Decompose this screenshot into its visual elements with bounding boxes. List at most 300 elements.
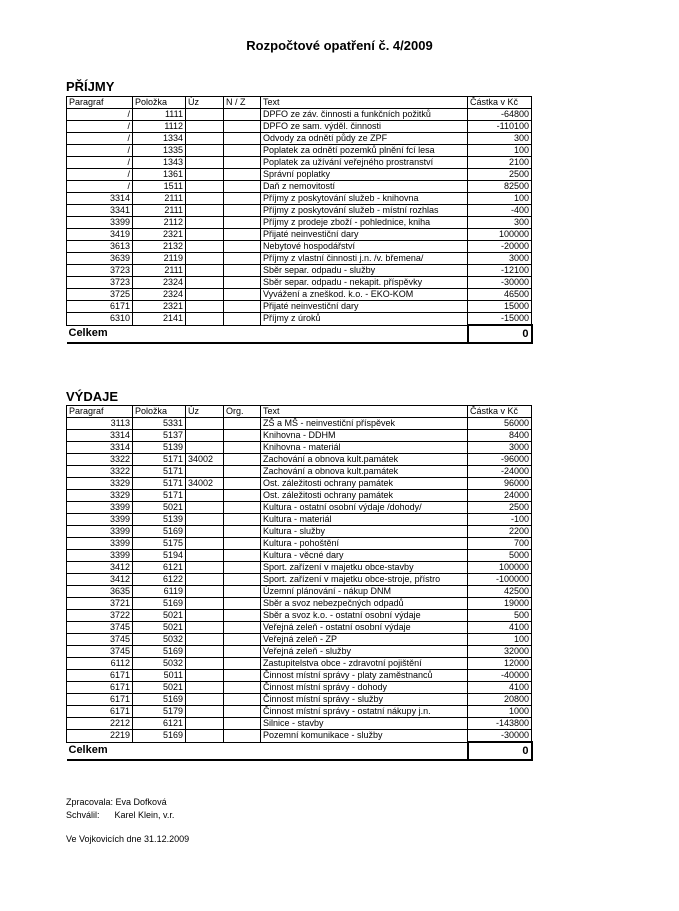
table-cell [186,598,224,610]
table-cell [186,430,224,442]
footer-place-date: Ve Vojkovicích dne 31.12.2009 [66,834,190,844]
table-cell: DPFO ze záv. činnosti a funkčních požitků [261,109,468,121]
column-header: Položka [133,406,186,418]
table-row [67,562,532,574]
table-cell: 6112 [67,658,133,670]
table-row [67,538,532,550]
table-cell [224,157,261,169]
table-cell: 700 [468,538,532,550]
table-cell: Příjmy z vlastní činnosti j.n. /v. břemena/ [261,253,468,265]
table-cell: 100 [468,193,532,205]
table-cell [186,622,224,634]
table-row [67,514,532,526]
table-row [67,598,532,610]
table-cell: Veřejná zeleň - ostatní osobní výdaje [261,622,468,634]
table-row [67,730,532,743]
table-row [67,502,532,514]
table-cell: 8400 [468,430,532,442]
table-cell: 15000 [468,301,532,313]
table-cell: 3399 [67,538,133,550]
table-cell: 5169 [133,730,186,743]
table-cell: 6119 [133,586,186,598]
table-cell: 5032 [133,658,186,670]
table-cell: Kultura - ostatní osobní výdaje /dohody/ [261,502,468,514]
table-cell [186,562,224,574]
table-cell: 1000 [468,706,532,718]
table-row [67,454,532,466]
table-cell: Příjmy z úroků [261,313,468,326]
table-cell [224,634,261,646]
table-cell: 2112 [133,217,186,229]
table-cell: 2111 [133,205,186,217]
table-cell: 3745 [67,646,133,658]
table-cell: Sběr separ. odpadu - služby [261,265,468,277]
table-cell: 2219 [67,730,133,743]
table-cell: Daň z nemovitostí [261,181,468,193]
column-header: Úz [186,97,224,109]
table-cell [186,229,224,241]
table-cell: -30000 [468,277,532,289]
table-cell: Nebytové hospodářství [261,241,468,253]
table-cell [186,205,224,217]
table-cell: / [67,181,133,193]
table-cell [224,718,261,730]
table-cell [224,562,261,574]
table-cell: / [67,121,133,133]
table-cell: -100 [468,514,532,526]
table-cell [224,550,261,562]
table-cell: 6171 [67,682,133,694]
table-cell: 5137 [133,430,186,442]
table-cell: Činnost místní správy - platy zaměstnanců [261,670,468,682]
table-cell [224,466,261,478]
table-cell [186,193,224,205]
column-header: N / Z [224,97,261,109]
table-cell: 100 [468,145,532,157]
column-header: Částka v Kč [468,97,532,109]
table-cell [224,610,261,622]
table-cell: Přijaté neinvestiční dary [261,229,468,241]
table-cell [186,538,224,550]
table-cell: Sport. zařízení v majetku obce-stavby [261,562,468,574]
table-cell: / [67,133,133,145]
table-cell: Knihovna - DDHM [261,430,468,442]
table-row [67,622,532,634]
table-cell [186,550,224,562]
table-cell: 6310 [67,313,133,326]
table-cell: Činnost místní správy - dohody [261,682,468,694]
table-cell: ZŠ a MŠ - neinvestiční příspěvek [261,418,468,430]
table-cell [224,454,261,466]
table-cell [224,430,261,442]
table-cell: 56000 [468,418,532,430]
total-value: 0 [468,325,532,343]
table-cell [224,730,261,743]
table-row [67,718,532,730]
table-cell [224,706,261,718]
column-header: Org. [224,406,261,418]
table-row [67,301,532,313]
table-cell [224,205,261,217]
table-row [67,193,532,205]
table-cell [186,169,224,181]
table-row [67,682,532,694]
column-header: Text [261,406,468,418]
table-cell: 3419 [67,229,133,241]
vydaje-heading: VÝDAJE [66,389,119,404]
document-title: Rozpočtové opatření č. 4/2009 [246,38,433,53]
table-cell [186,217,224,229]
table-cell [186,706,224,718]
table-row [67,121,532,133]
table-cell [224,598,261,610]
table-cell: Silnice - stavby [261,718,468,730]
table-cell: 5194 [133,550,186,562]
table-row [67,181,532,193]
table-cell: / [67,169,133,181]
table-cell: Zachování a obnova kult.památek [261,466,468,478]
table-cell [224,670,261,682]
table-cell [224,277,261,289]
table-cell: 6171 [67,301,133,313]
table-cell [224,121,261,133]
table-cell: Příjmy z prodeje zboží - pohlednice, kniha [261,217,468,229]
table-cell: 2100 [468,157,532,169]
table-row [67,205,532,217]
table-cell [224,526,261,538]
table-cell [224,538,261,550]
table-cell: Správní poplatky [261,169,468,181]
table-cell: 34002 [186,454,224,466]
table-cell: 3399 [67,502,133,514]
table-cell: Ost. záležitosti ochrany památek [261,478,468,490]
table-cell [186,610,224,622]
table-cell: 500 [468,610,532,622]
table-cell: 32000 [468,646,532,658]
table-cell [186,181,224,193]
table-cell: 5171 [133,490,186,502]
table-cell: 2324 [133,277,186,289]
table-cell [186,514,224,526]
table-cell: Přijaté neinvestiční dary [261,301,468,313]
table-row [67,265,532,277]
table-row [67,646,532,658]
table-row [67,586,532,598]
table-cell: -64800 [468,109,532,121]
table-cell [224,622,261,634]
table-cell: 3725 [67,289,133,301]
table-row [67,217,532,229]
table-cell: Příjmy z poskytování služeb - místní rozhlas [261,205,468,217]
table-cell [224,586,261,598]
table-cell [186,253,224,265]
table-cell [186,442,224,454]
table-cell: 96000 [468,478,532,490]
table-cell: Poplatek za odnětí pozemků plnění fcí lesa [261,145,468,157]
table-cell: -110100 [468,121,532,133]
table-row [67,241,532,253]
table-cell: Veřejná zeleň - ZP [261,634,468,646]
total-label: Celkem [67,325,468,343]
table-cell [186,646,224,658]
table-cell: 12000 [468,658,532,670]
table-row [67,277,532,289]
table-row [67,478,532,490]
table-cell: 34002 [186,478,224,490]
table-cell: 3329 [67,490,133,502]
table-cell: 5179 [133,706,186,718]
table-cell: Veřejná zeleň - služby [261,646,468,658]
table-cell [186,121,224,133]
table-cell: -96000 [468,454,532,466]
table-cell: -15000 [468,313,532,326]
table-cell: 2111 [133,265,186,277]
table-cell: 2321 [133,301,186,313]
table-row [67,526,532,538]
table-cell [224,133,261,145]
total-label: Celkem [67,742,468,760]
zpracovala-label: Zpracovala: [66,797,114,807]
table-cell: 5171 [133,478,186,490]
table-cell [186,586,224,598]
total-value: 0 [468,742,532,760]
column-header: Paragraf [67,97,133,109]
table-cell [224,694,261,706]
table-cell [224,313,261,326]
table-cell: 3322 [67,466,133,478]
table-cell: 1511 [133,181,186,193]
table-cell: 5139 [133,514,186,526]
table-row [67,466,532,478]
vydaje-table [66,405,533,761]
table-cell: 2324 [133,289,186,301]
table-cell: 3412 [67,574,133,586]
table-cell: 5169 [133,694,186,706]
table-cell: 5032 [133,634,186,646]
table-cell: Ost. záležitosti ochrany památek [261,490,468,502]
table-cell: 4100 [468,682,532,694]
table-cell: Sběr a svoz nebezpečných odpadů [261,598,468,610]
table-cell [224,193,261,205]
table-cell [186,634,224,646]
table-cell: / [67,145,133,157]
table-cell [224,490,261,502]
table-cell: 300 [468,133,532,145]
table-cell [224,217,261,229]
total-row [67,742,532,760]
table-cell [186,718,224,730]
column-header: Text [261,97,468,109]
table-row [67,658,532,670]
table-cell: 3113 [67,418,133,430]
table-cell: 6122 [133,574,186,586]
table-cell: 1112 [133,121,186,133]
table-cell: 3314 [67,193,133,205]
table-cell: 4100 [468,622,532,634]
table-cell [186,418,224,430]
table-cell: 300 [468,217,532,229]
table-cell [224,265,261,277]
table-cell: Vyvážení a zneškod. k.o. - EKO-KOM [261,289,468,301]
table-cell: Sběr separ. odpadu - nekapit. příspěvky [261,277,468,289]
table-cell: 2212 [67,718,133,730]
table-row [67,157,532,169]
table-cell [186,301,224,313]
table-cell: 3341 [67,205,133,217]
footer-schvalil [66,810,174,820]
table-cell [224,646,261,658]
table-cell: 3399 [67,526,133,538]
table-cell: 2141 [133,313,186,326]
table-row [67,253,532,265]
footer-zpracovala [66,797,167,807]
table-cell: 2500 [468,502,532,514]
table-cell: 19000 [468,598,532,610]
table-cell: 2200 [468,526,532,538]
table-cell: 3721 [67,598,133,610]
table-cell: 5139 [133,442,186,454]
table-cell: 3000 [468,442,532,454]
table-cell: 100 [468,634,532,646]
table-row [67,289,532,301]
zpracovala-name: Eva Dofková [115,797,167,807]
table-cell: 3723 [67,277,133,289]
table-cell: 5021 [133,622,186,634]
table-cell: 5169 [133,646,186,658]
column-header: Částka v Kč [468,406,532,418]
table-row [67,145,532,157]
table-cell [224,241,261,253]
table-cell: 1334 [133,133,186,145]
table-cell: -100000 [468,574,532,586]
table-cell: 5021 [133,610,186,622]
table-row [67,670,532,682]
table-cell: 6121 [133,562,186,574]
table-cell [186,490,224,502]
table-cell: 82500 [468,181,532,193]
table-row [67,694,532,706]
table-cell: 20800 [468,694,532,706]
table-cell: 5171 [133,466,186,478]
table-cell: / [67,157,133,169]
table-cell: 24000 [468,490,532,502]
table-cell: 2500 [468,169,532,181]
table-row [67,313,532,326]
table-cell: 5331 [133,418,186,430]
table-cell: 46500 [468,289,532,301]
table-cell [224,478,261,490]
table-cell: Sběr a svoz k.o. - ostatní osobní výdaje [261,610,468,622]
table-row [67,490,532,502]
table-cell [186,265,224,277]
table-cell [186,145,224,157]
column-header: Paragraf [67,406,133,418]
table-cell: Zastupitelstva obce - zdravotní pojištění [261,658,468,670]
table-cell: 3639 [67,253,133,265]
table-cell: Poplatek za užívání veřejného prostranství [261,157,468,169]
table-cell: 3745 [67,634,133,646]
table-cell: -12100 [468,265,532,277]
table-cell: 3399 [67,550,133,562]
table-cell: 2119 [133,253,186,265]
table-cell: 5171 [133,454,186,466]
table-cell [186,682,224,694]
table-cell [186,277,224,289]
table-cell [186,133,224,145]
table-cell: 3399 [67,514,133,526]
table-cell: 3723 [67,265,133,277]
table-cell: 3322 [67,454,133,466]
table-cell [224,418,261,430]
table-cell [186,241,224,253]
table-cell [224,109,261,121]
table-cell: Příjmy z poskytování služeb - knihovna [261,193,468,205]
table-cell: Odvody za odnětí půdy ze ZPF [261,133,468,145]
table-cell: 1361 [133,169,186,181]
table-row [67,442,532,454]
table-cell [224,502,261,514]
table-cell: 2111 [133,193,186,205]
table-cell: 3314 [67,430,133,442]
table-cell: 2132 [133,241,186,253]
table-cell: Sport. zařízení v majetku obce-stroje, přístro [261,574,468,586]
table-cell: 6171 [67,670,133,682]
table-cell: Územní plánování - nákup DNM [261,586,468,598]
table-cell: 3399 [67,217,133,229]
table-header-row [67,406,532,418]
table-row [67,169,532,181]
table-cell: DPFO ze sam. výděl. činnosti [261,121,468,133]
table-cell: 5000 [468,550,532,562]
table-cell: Knihovna - materiál [261,442,468,454]
table-row [67,706,532,718]
table-cell [224,289,261,301]
table-cell: Kultura - materiál [261,514,468,526]
table-cell: Kultura - pohoštění [261,538,468,550]
schvalil-label: Schválil: [66,810,100,820]
table-cell: Pozemní komunikace - služby [261,730,468,743]
table-cell: Činnost místní správy - služby [261,694,468,706]
table-cell: 5021 [133,682,186,694]
table-cell: -30000 [468,730,532,743]
table-cell: 1335 [133,145,186,157]
table-row [67,133,532,145]
table-cell: 3329 [67,478,133,490]
total-row [67,325,532,343]
table-cell: 42500 [468,586,532,598]
table-cell: 5021 [133,502,186,514]
column-header: Úz [186,406,224,418]
table-cell: 5011 [133,670,186,682]
schvalil-name: Karel Klein, v.r. [114,810,175,820]
table-cell [186,730,224,743]
table-cell [186,313,224,326]
table-cell [224,253,261,265]
table-cell: 2321 [133,229,186,241]
table-cell: 5169 [133,598,186,610]
table-cell: 3745 [67,622,133,634]
table-row [67,418,532,430]
table-cell [186,658,224,670]
table-row [67,550,532,562]
table-cell [186,289,224,301]
table-row [67,430,532,442]
table-cell: 3635 [67,586,133,598]
table-cell: 5175 [133,538,186,550]
table-cell [224,145,261,157]
table-row [67,229,532,241]
table-row [67,109,532,121]
